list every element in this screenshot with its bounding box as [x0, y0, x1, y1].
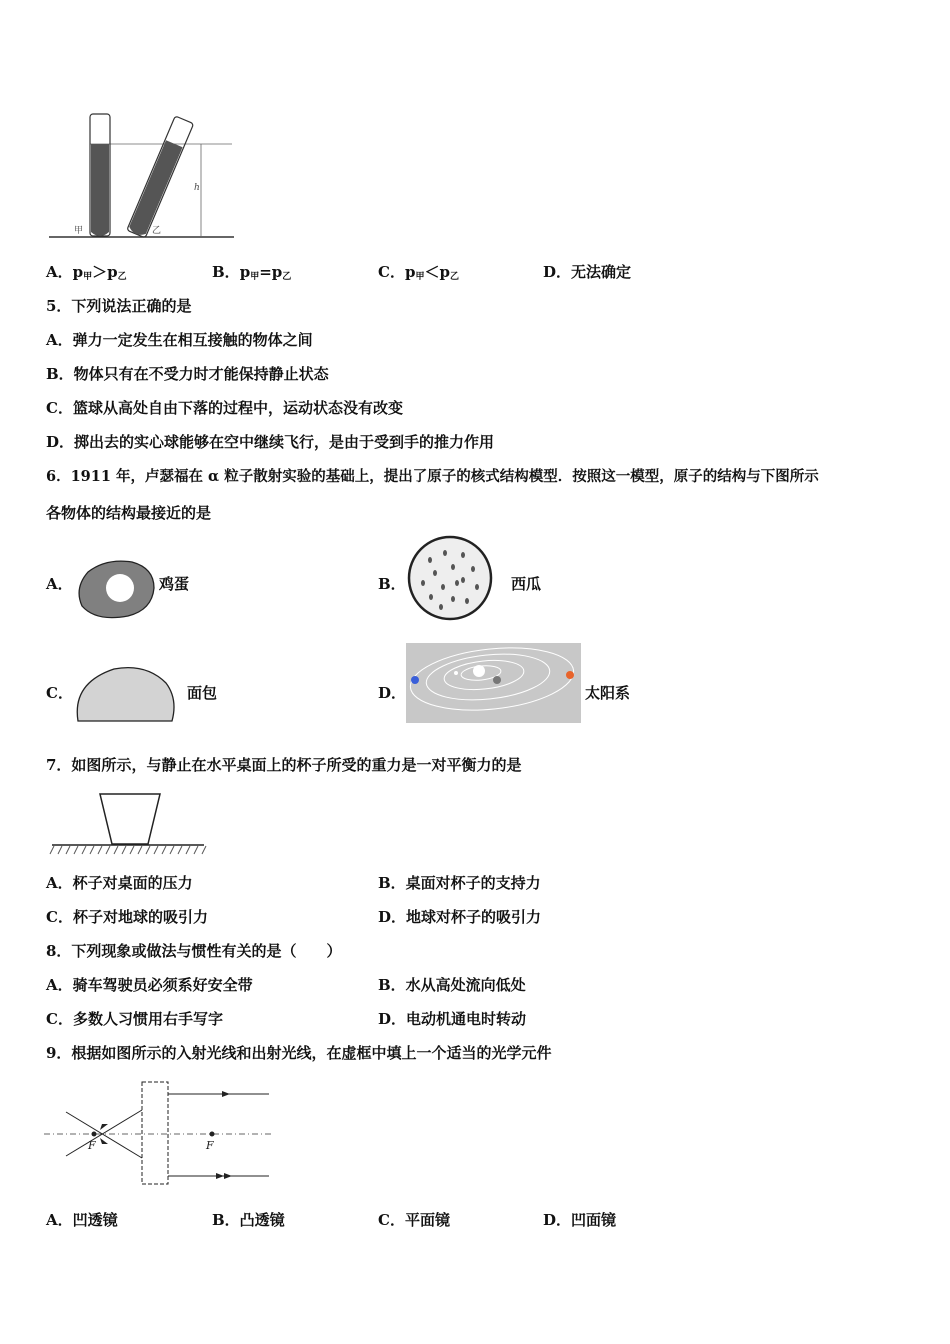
q8-option-b[interactable]: B．水从高处流向低处	[378, 976, 526, 994]
egg-icon	[74, 558, 158, 620]
q7-option-c[interactable]: C．杯子对地球的吸引力	[46, 908, 208, 926]
q7-stem: 7．如图所示，与静止在水平桌面上的杯子所受的重力是一对平衡力的是	[46, 756, 522, 774]
q5-option-d[interactable]: D．掷出去的实心球能够在空中继续飞行，是由于受到手的推力作用	[46, 433, 495, 451]
q9-option-b[interactable]: B．凸透镜	[212, 1211, 285, 1229]
q4-option-d[interactable]: D．无法确定	[543, 263, 632, 281]
q6-option-b-letter[interactable]: B．	[378, 575, 406, 593]
q6-option-a-letter[interactable]: A．	[46, 575, 73, 593]
q6-option-c-label: 面包	[187, 684, 218, 702]
q6-stem-line2: 各物体的结构最接近的是	[46, 504, 212, 522]
q7-option-d[interactable]: D．地球对杯子的吸引力	[378, 908, 542, 926]
q9-option-c[interactable]: C．平面镜	[378, 1211, 450, 1229]
tubes-figure	[44, 110, 239, 242]
optics-figure	[44, 1078, 274, 1190]
q5-option-b[interactable]: B．物体只有在不受力时才能保持静止状态	[46, 365, 329, 383]
q9-stem: 9．根据如图所示的入射光线和出射光线，在虚框中填上一个适当的光学元件	[46, 1044, 552, 1062]
q6-stem-line1: 6．1911 年，卢瑟福在 α 粒子散射实验的基础上，提出了原子的核式结构模型．按照这一模型，原子的结构与下图所示	[46, 468, 819, 485]
cup-on-table-figure	[48, 790, 208, 860]
label-h: h	[194, 183, 200, 193]
q5-option-a[interactable]: A．弹力一定发生在相互接触的物体之间	[46, 331, 313, 349]
focus-label-left: F	[88, 1139, 96, 1152]
q5-option-c[interactable]: C．篮球从高处自由下落的过程中，运动状态没有改变	[46, 399, 403, 417]
focus-label-right: F	[206, 1139, 214, 1152]
q8-option-d[interactable]: D．电动机通电时转动	[378, 1010, 527, 1028]
q7-option-a[interactable]: A．杯子对桌面的压力	[46, 874, 193, 892]
q4-option-a[interactable]: A．$p_甲>p_乙$	[46, 263, 127, 282]
label-yi: 乙	[152, 226, 162, 236]
label-jia: 甲	[74, 226, 84, 236]
q7-option-b[interactable]: B．桌面对杯子的支持力	[378, 874, 541, 892]
q5-stem: 5．下列说法正确的是	[46, 297, 192, 315]
q6-option-d-letter[interactable]: D．	[378, 684, 407, 702]
bread-icon	[74, 663, 178, 725]
q4-option-c[interactable]: C．$p_甲<p_乙$	[378, 263, 459, 282]
q9-option-d[interactable]: D．凹面镜	[543, 1211, 617, 1229]
q8-stem: 8．下列现象或做法与惯性有关的是（ ）	[46, 942, 342, 960]
q9-option-a[interactable]: A．凹透镜	[46, 1211, 118, 1229]
watermelon-icon	[405, 535, 495, 621]
q8-option-a[interactable]: A．骑车驾驶员必须系好安全带	[46, 976, 253, 994]
q4-option-b[interactable]: B．$p_甲=p_乙$	[212, 263, 292, 282]
q6-option-c-letter[interactable]: C．	[46, 684, 73, 702]
solar-system-icon	[406, 643, 581, 723]
q6-option-b-label: 西瓜	[511, 575, 542, 593]
q6-option-d-label: 太阳系	[585, 684, 631, 702]
q6-option-a-label: 鸡蛋	[159, 575, 190, 593]
q8-option-c[interactable]: C．多数人习惯用右手写字	[46, 1010, 223, 1028]
